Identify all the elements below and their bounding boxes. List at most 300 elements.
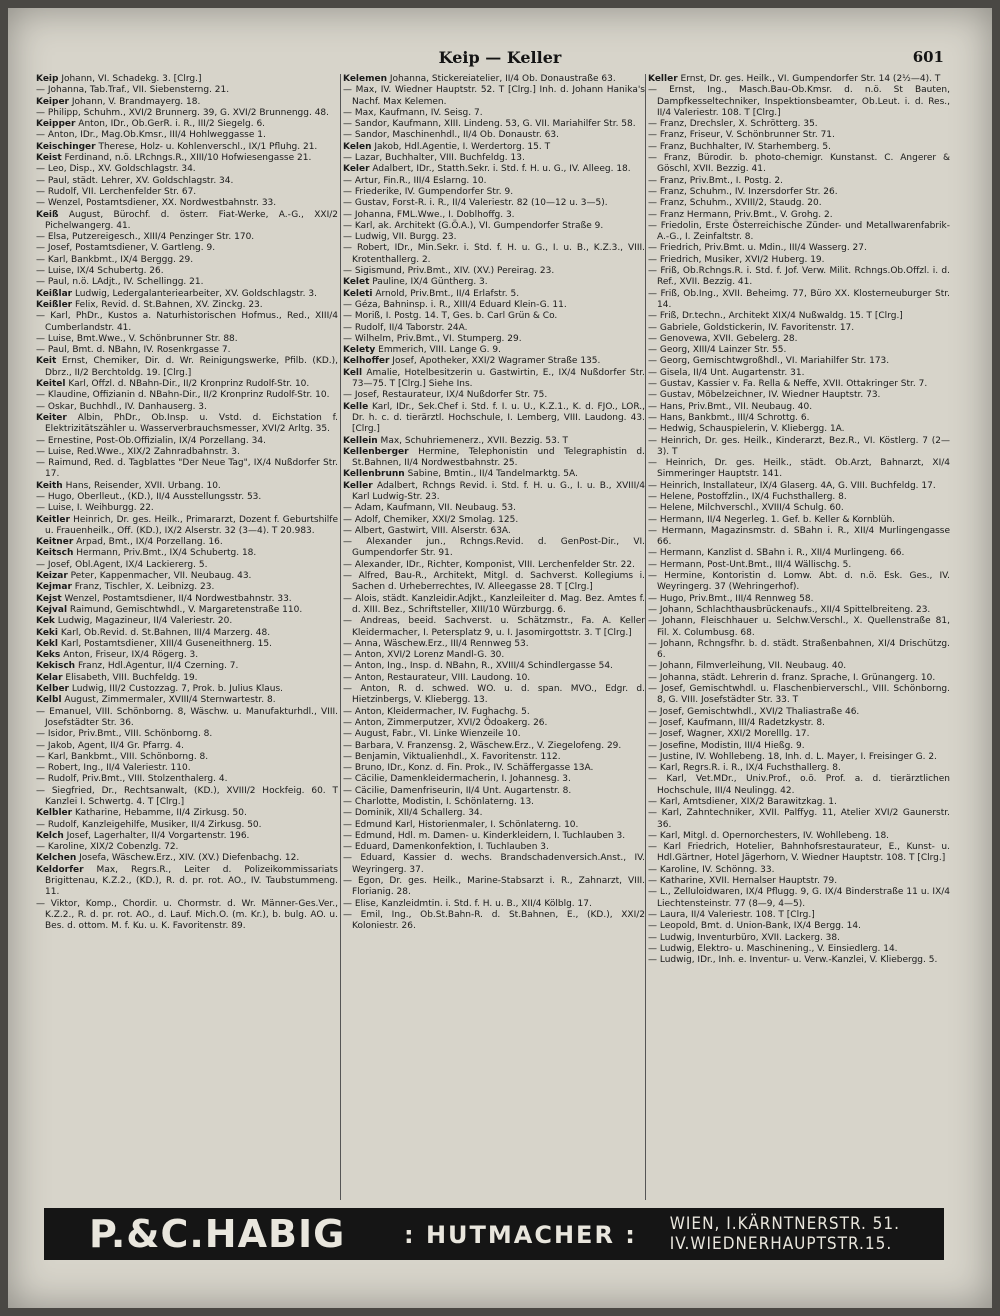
- directory-entry: [648, 639, 950, 662]
- directory-entry: [36, 481, 338, 492]
- entry-text: — Johanna, FML.Wwe., I. Doblhoffg. 3.: [343, 209, 515, 220]
- entry-surname: Keip: [36, 74, 59, 84]
- entry-text: — Luise, I. Weihburgg. 22.: [36, 503, 154, 514]
- directory-entry: [648, 390, 950, 401]
- entry-text: Ernst, Chemiker, Dir. d. Wr. Reinigungswerke, Pfilb. (KD.), Dbrz., II/2 Berchtoldg. 19. [Clrg.]: [45, 356, 338, 378]
- directory-entry: [648, 571, 950, 594]
- directory-entry: [36, 616, 338, 627]
- entry-text: Johanna, Stickereiatelier, II/4 Ob. Donaustraße 63.: [387, 74, 616, 84]
- directory-entry: [648, 481, 950, 492]
- entry-text: Katharine, Hebamme, II/4 Zirkusg. 50.: [72, 808, 247, 819]
- entry-text: Ernst, Dr. ges. Heilk., VI. Gumpendorfer Str. 14 (2½—4). T: [677, 74, 941, 84]
- entry-text: Arpad, Bmt., IX/4 Porzellang. 16.: [73, 537, 223, 548]
- entry-text: Wenzel, Postamtsdiener, II/4 Nordwestbahnstr. 33.: [61, 593, 292, 604]
- directory-entry: [648, 503, 950, 514]
- entry-text: — Friß, Dr.techn., Architekt XIX/4 Nußwaldg. 15. T [Clrg.]: [648, 311, 903, 322]
- entry-text: — Friß, Ob.Ing., XVII. Beheimg. 77, Büro XX. Klosterneuburger Str. 14.: [648, 288, 950, 310]
- directory-entry: [648, 729, 950, 740]
- entry-text: — August, Fabr., VI. Linke Wienzeile 10.: [343, 729, 521, 740]
- entry-text: — Heinrich, Dr. ges. Heilk., städt. Ob.Arzt, Bahnarzt, XI/4 Simmeringer Hauptstr. 141.: [648, 458, 950, 480]
- entry-text: — Raimund, Red. d. Tagblattes "Der Neue Tag", IX/4 Nußdorfer Str. 17.: [36, 458, 338, 480]
- entry-text: — Georg, Gemischtwgroßhdl., VI. Mariahilfer Str. 173.: [648, 356, 890, 367]
- directory-entry: [36, 458, 338, 481]
- directory-entry: [36, 628, 338, 639]
- entry-surname: Keki: [36, 627, 58, 638]
- entry-surname: Keitel: [36, 379, 66, 390]
- entry-text: — Edmund Karl, Historienmaler, I. Schönlaterng. 10.: [343, 819, 579, 830]
- entry-text: — Karl Friedrich, Hotelier, Bahnhofsrestaurateur, E., Kunst- u. Hdl.Gärtner, Hotel Jägerhorn, V. Wiedner Hauptstr. 108. T [Clrg.]: [648, 842, 950, 864]
- directory-entry: [343, 108, 645, 119]
- page-title: Keip — Keller: [438, 48, 562, 67]
- entry-text: — Lazar, Buchhalter, VIII. Buchfeldg. 13.: [343, 153, 525, 164]
- entry-text: — Karl, Zahntechniker, XVII. Palffyg. 11, Atelier XVI/2 Gaunerstr. 36.: [648, 808, 950, 830]
- entry-text: — Johanna, städt. Lehrerin d. franz. Sprache, I. Grünangerg. 10.: [648, 672, 936, 683]
- directory-entry: [343, 176, 645, 187]
- directory-entry: [36, 142, 338, 153]
- directory-entry: [343, 503, 645, 514]
- entry-text: Johann, VI. Schadekg. 3. [Clrg.]: [58, 74, 202, 84]
- entry-text: — Robert, Ing., II/4 Valeriestr. 110.: [36, 763, 191, 774]
- entry-text: — Ernst, Ing., Masch.Bau-Ob.Kmsr. d. n.ö. St Bauten, Dampfkesseltechniker, Inspektionsbeamter, Ob.Leut. i. d. Res., II/4 Valeriestr. 108. T [Clrg.]: [648, 85, 950, 118]
- directory-entry: [36, 752, 338, 763]
- directory-entry: [343, 210, 645, 221]
- entry-text: — Karoline, IV. Schönng. 33.: [648, 864, 775, 875]
- directory-entry: [648, 436, 950, 459]
- entry-surname: Keißlar: [36, 288, 73, 299]
- entry-text: — Paul, n.ö. LAdjt., IV. Schellingg. 21.: [36, 277, 204, 288]
- directory-entry: [36, 707, 338, 730]
- directory-entry: [343, 402, 645, 436]
- entry-surname: Kejmar: [36, 582, 72, 593]
- column-divider: [340, 74, 341, 1200]
- entry-text: — Luise, Bmt.Wwe., V. Schönbrunner Str. 88.: [36, 333, 238, 344]
- directory-entry: [648, 311, 950, 322]
- entry-text: — Anton, IDr., Mag.Ob.Kmsr., III/4 Hohlweggasse 1.: [36, 130, 266, 141]
- directory-entry: [36, 503, 338, 514]
- directory-entry: [343, 797, 645, 808]
- column-3: [648, 74, 950, 1200]
- directory-entry: [648, 153, 950, 176]
- entry-surname: Kelle: [343, 401, 369, 412]
- directory-entry: [648, 176, 950, 187]
- directory-entry: [36, 402, 338, 413]
- entry-text: — Klaudine, Offizianin d. NBahn-Dir., II/2 Kronprinz Rudolf-Str. 10.: [36, 390, 330, 401]
- directory-entry: [343, 130, 645, 141]
- directory-entry: [343, 763, 645, 774]
- directory-entry: [648, 243, 950, 254]
- entry-surname: Keith: [36, 480, 63, 491]
- entry-text: — Ludwig, VII. Burgg. 23.: [343, 232, 457, 243]
- entry-surname: Keldorfer: [36, 864, 84, 875]
- directory-entry: [36, 334, 338, 345]
- entry-text: — Paul, Bmt. d. NBahn, IV. Rosenkrgasse 7.: [36, 345, 231, 356]
- directory-entry: [36, 266, 338, 277]
- directory-entry: [343, 277, 645, 288]
- entry-text: Adalbert, IDr., Statth.Sekr. i. Std. f. H. u. G., IV. Alleeg. 18.: [369, 164, 631, 175]
- entry-text: — Genovewa, XVII. Gebelerg. 28.: [648, 333, 798, 344]
- directory-entry: [36, 865, 338, 899]
- entry-text: Felix, Revid. d. St.Bahnen, XV. Zinckg. 23.: [72, 299, 263, 310]
- entry-text: Josef, Lagerhalter, II/4 Vorgartenstr. 196.: [63, 830, 250, 841]
- entry-text: — Friedolin, Erste Österreichische Zünder- und Metallwarenfabrik-A.-G., I. Zeinfaltstr. 8.: [648, 220, 950, 243]
- entry-text: — Leo, Disp., XV. Goldschlagstr. 34.: [36, 164, 196, 175]
- directory-entry: [36, 774, 338, 785]
- entry-text: — Georg, XIII/4 Lainzer Str. 55.: [648, 345, 787, 356]
- entry-text: — Elsa, Putzereigesch., XIII/4 Penzinger Str. 170.: [36, 232, 255, 243]
- entry-text: — Franz, Priv.Bmt., I. Postg. 2.: [648, 175, 783, 186]
- directory-entry: [343, 334, 645, 345]
- directory-entry: [648, 458, 950, 481]
- entry-text: Josef, Apotheker, XXI/2 Wagramer Straße 135.: [389, 356, 601, 367]
- entry-text: — Wenzel, Postamtsdiener, XX. Nordwestbahnstr. 33.: [36, 198, 277, 209]
- entry-surname: Keist: [36, 153, 62, 164]
- directory-entry: [343, 390, 645, 401]
- entry-text: Ferdinand, n.ö. LRchngs.R., XIII/10 Hofwiesengasse 21.: [61, 153, 312, 164]
- entry-text: — Egon, Dr. ges. Heilk., Marine-Stabsarzt i. R., Zahnarzt, VIII. Florianig. 28.: [343, 876, 645, 898]
- entry-surname: Kejval: [36, 604, 68, 615]
- directory-entry: [36, 243, 338, 254]
- entry-text: Adalbert, Rchngs Revid. i. Std. f. H. u. G., I. u. B., XVIII/4 Karl Ludwig-Str. 23.: [352, 480, 645, 502]
- entry-text: — Josef, Gemischtwhdl. u. Flaschenbierverschl., VIII. Schönborng. 8, G. VIII. Josefstädter Str. 33. T: [648, 684, 950, 706]
- entry-surname: Kelchen: [36, 853, 77, 864]
- directory-entry: [648, 718, 950, 729]
- directory-entry: [343, 311, 645, 322]
- entry-text: — Jakob, Agent, II/4 Gr. Pfarrg. 4.: [36, 740, 184, 751]
- entry-text: — Helene, Postoffzlin., IX/4 Fuchsthallerg. 8.: [648, 491, 847, 502]
- directory-entry: [343, 853, 645, 876]
- directory-entry: [648, 289, 950, 312]
- entry-surname: Kell: [343, 367, 363, 378]
- directory-entry: [343, 616, 645, 639]
- entry-text: Raimund, Gemischtwhdl., V. Margaretenstraße 110.: [67, 604, 303, 615]
- directory-entry: [36, 277, 338, 288]
- entry-text: — Franz Hermann, Priv.Bmt., V. Grohg. 2.: [648, 209, 833, 220]
- entry-text: August, Zimmermaler, XVIII/4 Sternwartestr. 8.: [61, 695, 276, 706]
- entry-text: — Alfred, Bau-R., Architekt, Mitgl. d. Sachverst. Kollegiums i. Sachen d. Urheberrechtes, IV. Alleegasse 28. T [Clrg.]: [343, 571, 645, 593]
- directory-entry: [36, 176, 338, 187]
- entry-text: Hans, Reisender, XVII. Urbang. 10.: [62, 480, 221, 491]
- directory-entry: [36, 899, 338, 933]
- entry-text: — Gustav, Forst-R. i. R., II/4 Valeriestr. 82 (10—12 u. 3—5).: [343, 198, 608, 209]
- entry-text: — Barbara, V. Franzensg. 2, Wäschew.Erz., V. Ziegelofeng. 29.: [343, 740, 622, 751]
- directory-entry: [343, 842, 645, 853]
- entry-surname: Kelet: [343, 277, 370, 288]
- entry-text: — Moriß, I. Postg. 14. T, Ges. b. Carl Grün & Co.: [343, 311, 558, 322]
- entry-text: — Max, Kaufmann, IV. Seisg. 7.: [343, 107, 483, 118]
- entry-surname: Kekl: [36, 638, 58, 649]
- entry-text: Hermine, Telephonistin und Telegraphistin d. St.Bahnen, II/4 Nordwestbahnstr. 25.: [352, 446, 645, 469]
- directory-entry: [648, 515, 950, 526]
- entry-text: — Karl, Bankbmt., VIII. Schönborng. 8.: [36, 751, 209, 762]
- directory-entry: [343, 300, 645, 311]
- entry-text: Ludwig, III/2 Custozzag. 7, Prok. b. Julius Klaus.: [69, 684, 284, 695]
- directory-entry: [36, 763, 338, 774]
- directory-entry: [343, 718, 645, 729]
- directory-entry: [36, 582, 338, 593]
- directory-entry: [343, 221, 645, 232]
- entry-text: Hermann, Priv.Bmt., IX/4 Schubertg. 18.: [73, 548, 257, 559]
- entry-text: — Albert, Gastwirt, VIII. Alserstr. 63A.: [343, 525, 511, 536]
- directory-entry: [343, 876, 645, 899]
- directory-entry: [36, 548, 338, 559]
- entry-text: — Franz, Schuhm., XVIII/2, Staudg. 20.: [648, 198, 822, 209]
- entry-text: — Hermann, Post-Unt.Bmt., III/4 Wällischg. 5.: [648, 559, 852, 570]
- entry-text: — Elise, Kanzleidmtin. i. Std. f. H. u. B., XII/4 Kölblg. 17.: [343, 898, 592, 909]
- directory-entry: [648, 955, 950, 966]
- entry-surname: Keiter: [36, 412, 67, 423]
- entry-text: — Friedrich, Priv.Bmt. u. Mdin., III/4 Wasserg. 27.: [648, 243, 867, 254]
- entry-text: Peter, Kappenmacher, VII. Neubaug. 43.: [67, 571, 252, 582]
- entry-text: — Ludwig, IDr., Inh. e. Inventur- u. Verw.-Kanzlei, V. Kliebergg. 5.: [648, 955, 938, 966]
- directory-entry: [648, 255, 950, 266]
- ad-address: [670, 1214, 900, 1254]
- directory-entry: [36, 436, 338, 447]
- entry-text: Jakob, Hdl.Agentie, I. Werdertorg. 15. T: [371, 141, 551, 152]
- entry-text: — Benjamin, Viktualienhdl., X. Favoritenstr. 112.: [343, 751, 561, 762]
- directory-entry: [36, 74, 338, 85]
- directory-entry: [648, 741, 950, 752]
- entry-text: — Anna, Wäschew.Erz., III/4 Rennweg 53.: [343, 638, 529, 649]
- directory-entry: [343, 142, 645, 153]
- directory-entry: [36, 831, 338, 842]
- entry-text: — Franz, Drechsler, X. Schrötterg. 35.: [648, 119, 818, 130]
- entry-text: — Johann, Filmverleihung, VII. Neubaug. 40.: [648, 661, 847, 672]
- directory-entry: [343, 526, 645, 537]
- directory-entry: [648, 356, 950, 367]
- entry-text: — Gabriele, Goldstickerin, IV. Favoritenstr. 17.: [648, 322, 855, 333]
- directory-entry: [648, 842, 950, 865]
- entry-text: — Karl, Mitgl. d. Opernorchesters, IV. Wohllebeng. 18.: [648, 830, 890, 841]
- entry-surname: Keiper: [36, 96, 69, 107]
- entry-text: — Karl, ak. Architekt (G.Ö.A.), VI. Gumpendorfer Straße 9.: [343, 220, 604, 231]
- entry-surname: Keipper: [36, 119, 76, 130]
- entry-text: — Hans, Bankbmt., III/4 Schrottg. 6.: [648, 412, 810, 423]
- directory-entry: [36, 97, 338, 108]
- directory-entry: [648, 594, 950, 605]
- directory-entry: [36, 300, 338, 311]
- directory-entry: [36, 853, 338, 864]
- directory-entry: [343, 368, 645, 391]
- entry-text: Elisabeth, VIII. Buchfeldg. 19.: [62, 672, 198, 683]
- entry-text: Karl, Postamtsdiener, XIII/4 Guseneithnerg. 15.: [58, 638, 272, 649]
- directory-entry: [36, 650, 338, 661]
- directory-entry: [343, 469, 645, 480]
- entry-text: Emmerich, VIII. Lange G. 9.: [375, 345, 501, 356]
- column-2: [343, 74, 645, 1200]
- entry-surname: Kek: [36, 616, 55, 627]
- entry-text: — Ludwig, Elektro- u. Maschinening., V. Einsiedlerg. 14.: [648, 943, 898, 954]
- directory-entry: [343, 356, 645, 367]
- entry-surname: Kelemen: [343, 74, 387, 84]
- directory-entry: [343, 187, 645, 198]
- entry-text: — Artur, Fin.R., III/4 Eslarng. 10.: [343, 175, 487, 186]
- entry-text: — Anton, Restaurateur, VIII. Laudong. 10.: [343, 672, 531, 683]
- directory-entry: [648, 130, 950, 141]
- entry-text: — Emanuel, VIII. Schönborng. 8, Wäschw. u. Manufakturhdl., VIII. Josefstädter Str. 36.: [36, 706, 338, 728]
- entry-text: — Hans, Priv.Bmt., VII. Neubaug. 40.: [648, 401, 813, 412]
- directory-entry: [36, 808, 338, 819]
- entry-text: — Katharine, XVII. Hernalser Hauptstr. 79.: [648, 876, 838, 887]
- entry-surname: Kelety: [343, 345, 376, 356]
- entry-text: — Franz, Buchhalter, IV. Starhemberg. 5.: [648, 141, 831, 152]
- directory-entry: [36, 842, 338, 853]
- directory-entry: [648, 187, 950, 198]
- entry-text: Therese, Holz- u. Kohlenverschl., IX/1 Pfluhg. 21.: [95, 141, 318, 152]
- directory-entry: [343, 323, 645, 334]
- ad-address-line: IV.WIEDNERHAUPTSTR.15.: [669, 1234, 893, 1254]
- directory-entry: [343, 447, 645, 470]
- entry-text: — Ludwig, Inventurbüro, XVII. Lackerg. 38.: [648, 932, 840, 943]
- directory-entry: [343, 119, 645, 130]
- directory-entry: [343, 774, 645, 785]
- entry-text: Franz, Tischler, X. Leibnizg. 23.: [71, 582, 215, 593]
- entry-text: — Eduard, Damenkonfektion, I. Tuchlauben 3.: [343, 842, 549, 853]
- directory-entry: [648, 74, 950, 85]
- entry-surname: Kekisch: [36, 661, 76, 672]
- entry-text: — Charlotte, Modistin, I. Schönlaterng. 13.: [343, 797, 535, 807]
- directory-entry: [36, 164, 338, 175]
- entry-text: — Gisela, II/4 Unt. Augartenstr. 31.: [648, 367, 805, 378]
- entry-text: — Rudolf, II/4 Taborstr. 24A.: [343, 322, 468, 333]
- directory-entry: [36, 661, 338, 672]
- entry-text: — Laura, II/4 Valeriestr. 108. T [Clrg.]: [648, 909, 815, 920]
- entry-text: Karl, Ob.Revid. d. St.Bahnen, III/4 Marzerg. 48.: [58, 627, 271, 638]
- directory-entry: [648, 616, 950, 639]
- entry-text: — Luise, IX/4 Schubertg. 26.: [36, 266, 164, 277]
- directory-entry: [648, 548, 950, 559]
- entry-text: — Andreas, beeid. Sachverst. u. Schätzmstr., Fa. A. Keller Kleidermacher, I. Petersplatz 9, u. I. Jasomirgottstr. 3. T [Clrg.]: [343, 616, 645, 638]
- directory-entry: [648, 797, 950, 808]
- entry-text: Max, Schuhriemenerz., XVII. Bezzig. 53. T: [377, 435, 569, 446]
- directory-entry: [36, 492, 338, 503]
- directory-entry: [648, 752, 950, 763]
- directory-entry: [648, 526, 950, 549]
- entry-text: Karl, Offzl. d. NBahn-Dir., II/2 Kronprinz Rudolf-Str. 10.: [65, 379, 310, 390]
- entry-surname: Kellenberger: [343, 446, 409, 457]
- entry-text: — Rudolf, VII. Lerchenfelder Str. 67.: [36, 186, 197, 197]
- directory-entry: [648, 266, 950, 289]
- entry-text: Karl, IDr., Sek.Chef i. Std. f. I. u. U., K.Z.1., K. d. FJO., LOR., Dr. h. c. d. tierärztl. Hochschule, I. Lemberg, VIII. Laudong. 43. [Clrg.]: [352, 401, 645, 435]
- directory-entry: [648, 831, 950, 842]
- directory-entry: [36, 571, 338, 582]
- entry-surname: Keit: [36, 356, 57, 367]
- entry-text: — Johann, Fleischhauer u. Selchw.Verschl., X. Quellenstraße 81, Fil. X. Columbusg. 68.: [648, 616, 950, 638]
- directory-entry: [343, 74, 645, 85]
- entry-surname: Kelbler: [36, 808, 73, 819]
- directory-entry: [36, 187, 338, 198]
- directory-entry: [648, 119, 950, 130]
- directory-entry: [343, 752, 645, 763]
- entry-text: — Josef, Restaurateur, IX/4 Nußdorfer Str. 75.: [343, 390, 548, 401]
- entry-text: — Anton, Ing., Insp. d. NBahn, R., XVIII/4 Schindlergasse 54.: [343, 661, 613, 672]
- entry-text: Josefa, Wäschew.Erz., XIV. (XV.) Diefenbachg. 12.: [76, 853, 300, 864]
- directory-entry: [36, 560, 338, 571]
- directory-entry: [343, 481, 645, 504]
- directory-entry: [343, 899, 645, 910]
- entry-text: — Anton, Zimmerputzer, XVI/2 Ödoakerg. 26.: [343, 717, 548, 728]
- directory-entry: [648, 413, 950, 424]
- entry-surname: Keischinger: [36, 141, 96, 152]
- directory-entry: [343, 345, 645, 356]
- entry-text: — Karl, Bankbmt., IX/4 Berggg. 29.: [36, 254, 194, 265]
- directory-entry: [36, 345, 338, 356]
- directory-entry: [36, 594, 338, 605]
- entry-surname: Keizar: [36, 571, 68, 582]
- entry-text: — Wilhelm, Priv.Bmt., VI. Stumperg. 29.: [343, 333, 522, 344]
- entry-text: — Gustav, Möbelzeichner, IV. Wiedner Hauptstr. 73.: [648, 390, 881, 401]
- directory-entry: [36, 289, 338, 300]
- entry-surname: Keks: [36, 650, 61, 661]
- directory-entry: [648, 887, 950, 910]
- entry-surname: Keiß: [36, 209, 59, 220]
- entry-text: — Paul, städt. Lehrer, XV. Goldschlagstr. 34.: [36, 175, 234, 186]
- entry-text: — Karoline, XIX/2 Cobenzlg. 72.: [36, 842, 179, 853]
- directory-entry: [36, 198, 338, 209]
- entry-text: — Max, IV. Wiedner Hauptstr. 52. T [Clrg.] Inh. d. Johann Hanika's Nachf. Max Kelemen.: [343, 85, 645, 107]
- entry-text: Johann, V. Brandmayerg. 18.: [69, 96, 201, 107]
- directory-entry: [343, 661, 645, 672]
- directory-entry: [36, 210, 338, 233]
- directory-entry: [648, 921, 950, 932]
- directory-entry: [648, 774, 950, 797]
- entry-text: — Dominik, XII/4 Schallerg. 34.: [343, 808, 483, 819]
- directory-entry: [36, 85, 338, 96]
- directory-entry: [343, 729, 645, 740]
- entry-text: — Robert, IDr., Min.Sekr. i. Std. f. H. u. G., I. u. B., K.Z.3., VIII. Krotenthallerg. 2.: [343, 243, 645, 265]
- entry-text: — Hugo, Priv.Bmt., III/4 Rennweg 58.: [648, 593, 814, 604]
- entry-text: — Siegfried, Dr., Rechtsanwalt, (KD.), XVIII/2 Hockfeig. 60. T Kanzlei I. Schwertg. 4. T [Clrg.]: [36, 785, 338, 807]
- entry-text: — Emil, Ing., Ob.St.Bahn-R. d. St.Bahnen, E., (KD.), XXI/2 Koloniestr. 26.: [343, 909, 645, 932]
- entry-text: — Friederike, IV. Gumpendorfer Str. 9.: [343, 186, 514, 197]
- directory-entry: [648, 85, 950, 119]
- entry-surname: Kellenbrunn: [343, 469, 405, 480]
- directory-entry: [648, 492, 950, 503]
- entry-surname: Kelbl: [36, 695, 62, 706]
- directory-entry: [648, 334, 950, 345]
- directory-entry: [648, 210, 950, 221]
- entry-surname: Kelar: [36, 672, 63, 683]
- entry-text: Ludwig, Magazineur, II/4 Valeriestr. 20.: [54, 616, 233, 627]
- entry-text: Franz, Hdl.Agentur, II/4 Czerning. 7.: [75, 661, 239, 672]
- entry-surname: Keitler: [36, 514, 70, 525]
- entry-text: — Luise, Red.Wwe., XIX/2 Zahnradbahnstr. 3.: [36, 446, 240, 457]
- entry-text: — Rudolf, Priv.Bmt., VIII. Stolzenthalerg. 4.: [36, 774, 228, 785]
- entry-text: — Eduard, Kassier d. wechs. Brandschadenversich.Anst., IV. Weyringerg. 37.: [343, 853, 645, 875]
- directory-entry: [648, 345, 950, 356]
- directory-entry: [648, 198, 950, 209]
- directory-entry: [648, 944, 950, 955]
- ad-brand: P.&C.HABIG: [89, 1212, 346, 1256]
- entry-text: — Alexander jun., Rchngs.Revid. d. GenPost-Dir., VI. Gumpendorfer Str. 91.: [343, 537, 645, 559]
- entry-surname: Kellein: [343, 435, 378, 446]
- directory-entry: [343, 537, 645, 560]
- entry-surname: Kelch: [36, 830, 64, 841]
- directory-entry: [648, 707, 950, 718]
- entry-text: — Anton, R. d. schwed. WO. u. d. span. MVO., Edgr. d. Hietzinbergs, V. Kliebergg. 13.: [343, 684, 645, 706]
- entry-text: Pauline, IX/4 Güntherg. 3.: [369, 277, 488, 288]
- directory-entry: [343, 85, 645, 108]
- directory-entry: [343, 266, 645, 277]
- entry-text: — Friß, Ob.Rchngs.R. i. Std. f. Jof. Verw. Milit. Rchngs.Ob.Offzl. i. d. Ref., XVII. Bezzig. 41.: [648, 266, 950, 288]
- directory-entry: [648, 142, 950, 153]
- directory-entry: [648, 368, 950, 379]
- entry-text: — Heinrich, Dr. ges. Heilk., Kinderarzt, Bez.R., VI. Köstlerg. 7 (2—3). T: [648, 435, 950, 457]
- directory-entry: [36, 447, 338, 458]
- entry-surname: Keitsch: [36, 548, 74, 559]
- entry-text: Max, Regrs.R., Leiter d. Polizeikommissariats Brigittenau, K.Z.2., (KD.), R. d. pr. rot. AO., IV. Taubstummeng. 11.: [45, 864, 338, 898]
- entry-text: — Josef, Wagner, XXI/2 Morelllg. 17.: [648, 729, 810, 740]
- directory-entry: [648, 379, 950, 390]
